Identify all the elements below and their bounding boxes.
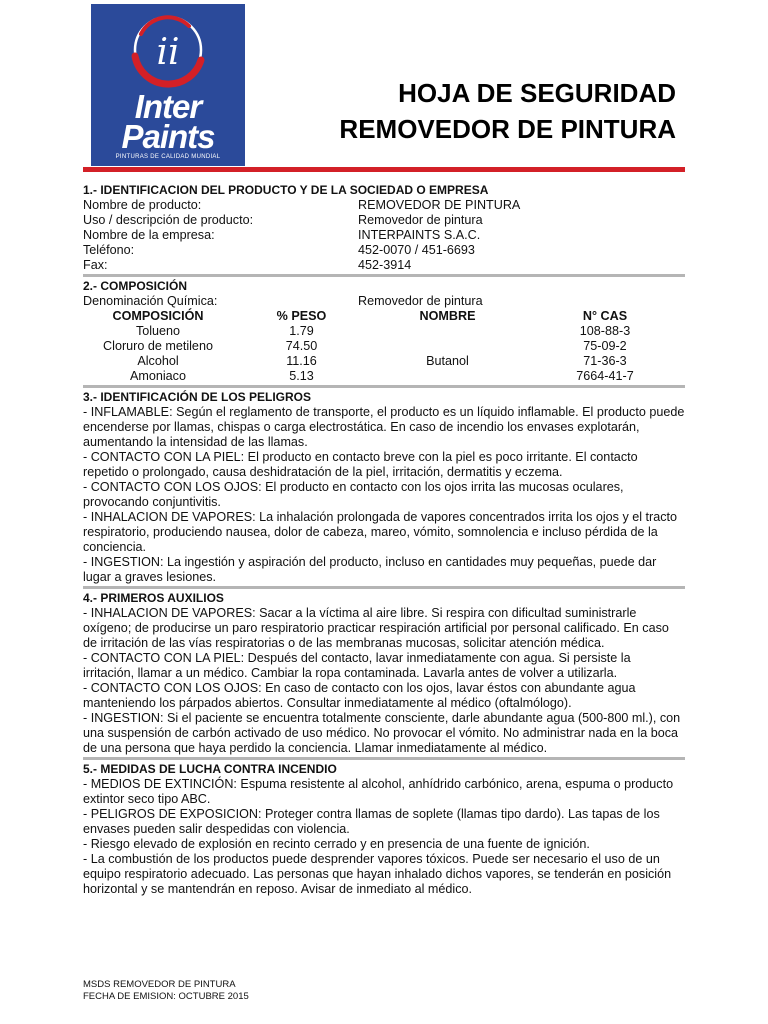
header-divider: [83, 167, 685, 172]
hazard-paragraph: - INFLAMABLE: Según el reglamento de transporte, el producto es un líquido inflamable. El producto puede encenderse por llamas, chispas o carga electrostática. En caso de incendio los envases explotarán, aumentando la intensidad de las llamas.: [83, 405, 685, 449]
identification-row: Nombre de producto: REMOVEDOR DE PINTURA: [83, 198, 521, 212]
document-title-line2: REMOVEDOR DE PINTURA: [339, 114, 676, 144]
document-body: [83, 183, 685, 897]
hazard-paragraph: - INGESTION: La ingestión y aspiración del producto, incluso en cantidades muy pequeñas, puede dar lugar a graves lesiones.: [83, 555, 657, 584]
composition-table: [83, 309, 685, 384]
section-2-heading: 2.- COMPOSICIÓN: [83, 279, 188, 293]
section-divider: [83, 586, 685, 589]
footer-document-name: MSDS REMOVEDOR DE PINTURA: [83, 979, 236, 990]
table-row: Amoniaco 5.13 7664-41-7: [129, 369, 634, 383]
hazard-paragraph: - CONTACTO CON LOS OJOS: El producto en contacto con los ojos irrita las mucosas oculares, provocando conjuntivitis.: [83, 480, 624, 509]
section-3-heading: 3.- IDENTIFICACIÓN DE LOS PELIGROS: [83, 390, 312, 404]
document-title-line1: HOJA DE SEGURIDAD: [398, 78, 676, 108]
section-divider: [83, 274, 685, 277]
firefighting-paragraph: - MEDIOS DE EXTINCIÓN: Espuma resistente al alcohol, anhídrido carbónico, arena, espuma o producto extintor seco tipo ABC.: [83, 777, 674, 806]
svg-text:ii: ii: [156, 32, 180, 73]
logo-brand-line1: Inter: [134, 88, 202, 125]
first-aid-paragraph: - INHALACION DE VAPORES: Sacar a la víctima al aire libre. Si respira con dificultad suministrarle oxígeno; de producirse un paro respiratorio practicar respiración artificial por personal calificado. En caso de irritación de las vías respiratorias o de las membranas mucosas, solicitar atención médica.: [83, 606, 669, 650]
identification-row: Teléfono: 452-0070 / 451-6693: [83, 243, 475, 257]
section-divider: [83, 385, 685, 388]
identification-row: Fax: 452-3914: [83, 258, 412, 272]
composition-header-row: COMPOSICIÓN % PESO NOMBRE N° CAS: [112, 309, 628, 323]
firefighting-paragraph: - Riesgo elevado de explosión en recinto cerrado y en presencia de una fuente de ignición.: [83, 837, 590, 851]
logo-brand-line2: Paints: [121, 118, 215, 155]
firefighting-paragraph: - PELIGROS DE EXPOSICION: Proteger contra llamas de soplete (llamas tipo dardo). Las tapas de los envases pueden salir despedidas con violencia.: [83, 807, 660, 836]
first-aid-paragraph: - CONTACTO CON LA PIEL: Después del contacto, lavar inmediatamente con agua. Si persiste la irritación, llamar a un médico. Cambiar la ropa contaminada. Lavarla antes de volver a utilizarla.: [83, 651, 631, 680]
logo-emblem-icon: [91, 4, 245, 94]
first-aid-paragraph: - INGESTION: Si el paciente se encuentra totalmente consciente, darle abundante agua (500-800 ml.), con una suspensión de carbón activado de uso médico. No provocar el vómito. No administrar nada en la boca de una persona que haya perdido la conciencia. Llamar inmediatamente al médico.: [83, 711, 681, 755]
hazard-paragraph: - INHALACION DE VAPORES: La inhalación prolongada de vapores concentrados irrita los ojos y el tracto respiratorio, produciendo nausea, dolor de cabeza, mareo, vómito, somnolencia e incluso pérdida de la conciencia.: [83, 510, 678, 554]
section-divider: [83, 757, 685, 760]
footer-issue-date: FECHA DE EMISION: OCTUBRE 2015: [83, 991, 249, 1002]
logo-tagline: PINTURAS DE CALIDAD MUNDIAL: [115, 154, 221, 160]
chemical-denomination-row: Denominación Química: Removedor de pintura: [83, 294, 483, 308]
table-row: Cloruro de metileno 74.50 75-09-2: [103, 339, 627, 353]
page-footer: [83, 979, 249, 1003]
section-5-heading: 5.- MEDIDAS DE LUCHA CONTRA INCENDIO: [83, 762, 337, 776]
firefighting-paragraph: - La combustión de los productos puede desprender vapores tóxicos. Puede ser necesario el uso de un equipo respiratorio adecuado. Las personas que hayan inhalado dichos vapores, se tenderán en posición horizontal y se mantendrán en reposo. Avisar de inmediato al médico.: [83, 852, 672, 896]
identification-list: [83, 198, 685, 273]
identification-row: Nombre de la empresa: INTERPAINTS S.A.C.: [83, 228, 481, 242]
identification-row: Uso / descripción de producto: Removedor de pintura: [83, 213, 483, 227]
table-row: Tolueno 1.79 108-88-3: [135, 324, 631, 338]
first-aid-paragraph: - CONTACTO CON LOS OJOS: En caso de contacto con los ojos, lavar éstos con abundante agua manteniendo los párpados abiertos. Consultar inmediatamente al médico (oftalmólogo).: [83, 681, 636, 710]
section-4-heading: 4.- PRIMEROS AUXILIOS: [83, 591, 224, 605]
company-logo: [91, 4, 245, 166]
section-1-heading: 1.- IDENTIFICACION DEL PRODUCTO Y DE LA SOCIEDAD O EMPRESA: [83, 183, 489, 197]
table-row: Alcohol 11.16 Butanol 71-36-3: [137, 354, 627, 368]
hazard-paragraph: - CONTACTO CON LA PIEL: El producto en contacto breve con la piel es poco irritante. El contacto repetido o prolongado, causa deshidratación de la piel, irritación, dermatitis y eczema.: [83, 450, 638, 479]
